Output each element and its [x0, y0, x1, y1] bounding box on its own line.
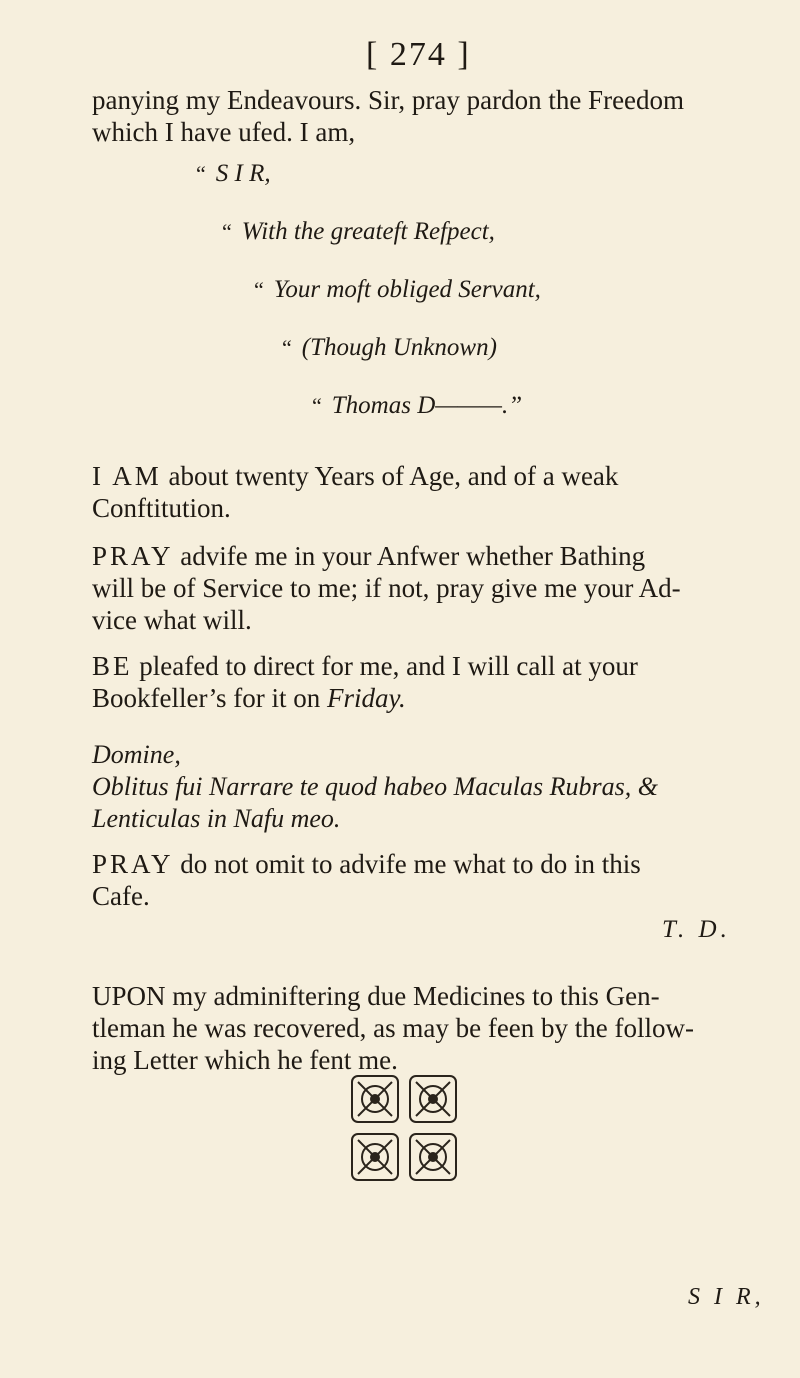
- quote-mark: “: [196, 161, 206, 186]
- respect-text: With the greateft Refpect,: [241, 218, 495, 245]
- unknown-text: (Though Unknown): [301, 334, 497, 361]
- latin-salutation: Domine,: [92, 740, 181, 769]
- latin-line-2: Lenticulas in Nafu meo.: [92, 804, 341, 833]
- closing-name: [312, 392, 522, 420]
- quote-mark: “: [222, 219, 232, 244]
- age-lead: I AM: [92, 461, 162, 491]
- closing-servant: [254, 276, 541, 304]
- pray2-line-1: do not omit to advife me what to do in this: [173, 849, 641, 879]
- quote-mark: “: [254, 277, 264, 302]
- closing-unknown: [282, 334, 497, 362]
- pray1-line-1: advife me in your Anfwer whether Bathing: [173, 541, 646, 571]
- printers-ornament-icon: [348, 1072, 460, 1184]
- servant-text: Your moft obliged Servant,: [273, 276, 541, 303]
- age-paragraph: [92, 460, 762, 524]
- latin-line-1: Oblitus fui Narrare te quod habeo Maculas Rubras, &: [92, 772, 658, 801]
- opening-line-2: which I have ufed. I am,: [92, 117, 356, 147]
- upon-paragraph: [92, 980, 762, 1076]
- closing-respect: [222, 218, 495, 246]
- quote-mark: “: [312, 393, 322, 418]
- opening-line-1: panying my Endeavours. Sir, pray pardon the Freedom: [92, 85, 685, 115]
- upon-line-1: UPON my adminiftering due Medicines to this Gen-: [92, 981, 660, 1011]
- be-line-1: pleafed to direct for me, and I will call at your: [132, 651, 638, 681]
- pray-paragraph-1: [92, 540, 762, 636]
- upon-line-2: tleman he was recovered, as may be feen by the follow-: [92, 1013, 695, 1043]
- pray1-lead: PRAY: [92, 541, 174, 571]
- opening-paragraph: [92, 84, 762, 148]
- pray-paragraph-2: [92, 848, 762, 912]
- pray2-lead: PRAY: [92, 849, 174, 879]
- be-line-2: Bookfeller’s for it on: [92, 683, 327, 713]
- friday-word: Friday.: [326, 683, 406, 713]
- pray1-line-3: vice what will.: [92, 605, 252, 635]
- age-line-1: about twenty Years of Age, and of a weak: [161, 461, 619, 491]
- pray2-line-2: Cafe.: [92, 881, 150, 911]
- closing-salutation: [196, 160, 271, 188]
- page-number: [ 274 ]: [366, 36, 471, 73]
- name-text: Thomas D———.”: [331, 392, 523, 419]
- quote-mark: “: [282, 335, 292, 360]
- pray1-line-2: will be of Service to me; if not, pray give me your Ad-: [92, 573, 681, 603]
- upon-line-3: ing Letter which he fent me.: [92, 1045, 398, 1075]
- age-line-2: Conftitution.: [92, 493, 231, 523]
- be-paragraph: [92, 650, 762, 714]
- catchword: S I R,: [688, 1284, 765, 1310]
- salutation-text: S I R,: [215, 160, 271, 187]
- be-lead: BE: [92, 651, 133, 681]
- signature-initials: T. D.: [662, 916, 731, 943]
